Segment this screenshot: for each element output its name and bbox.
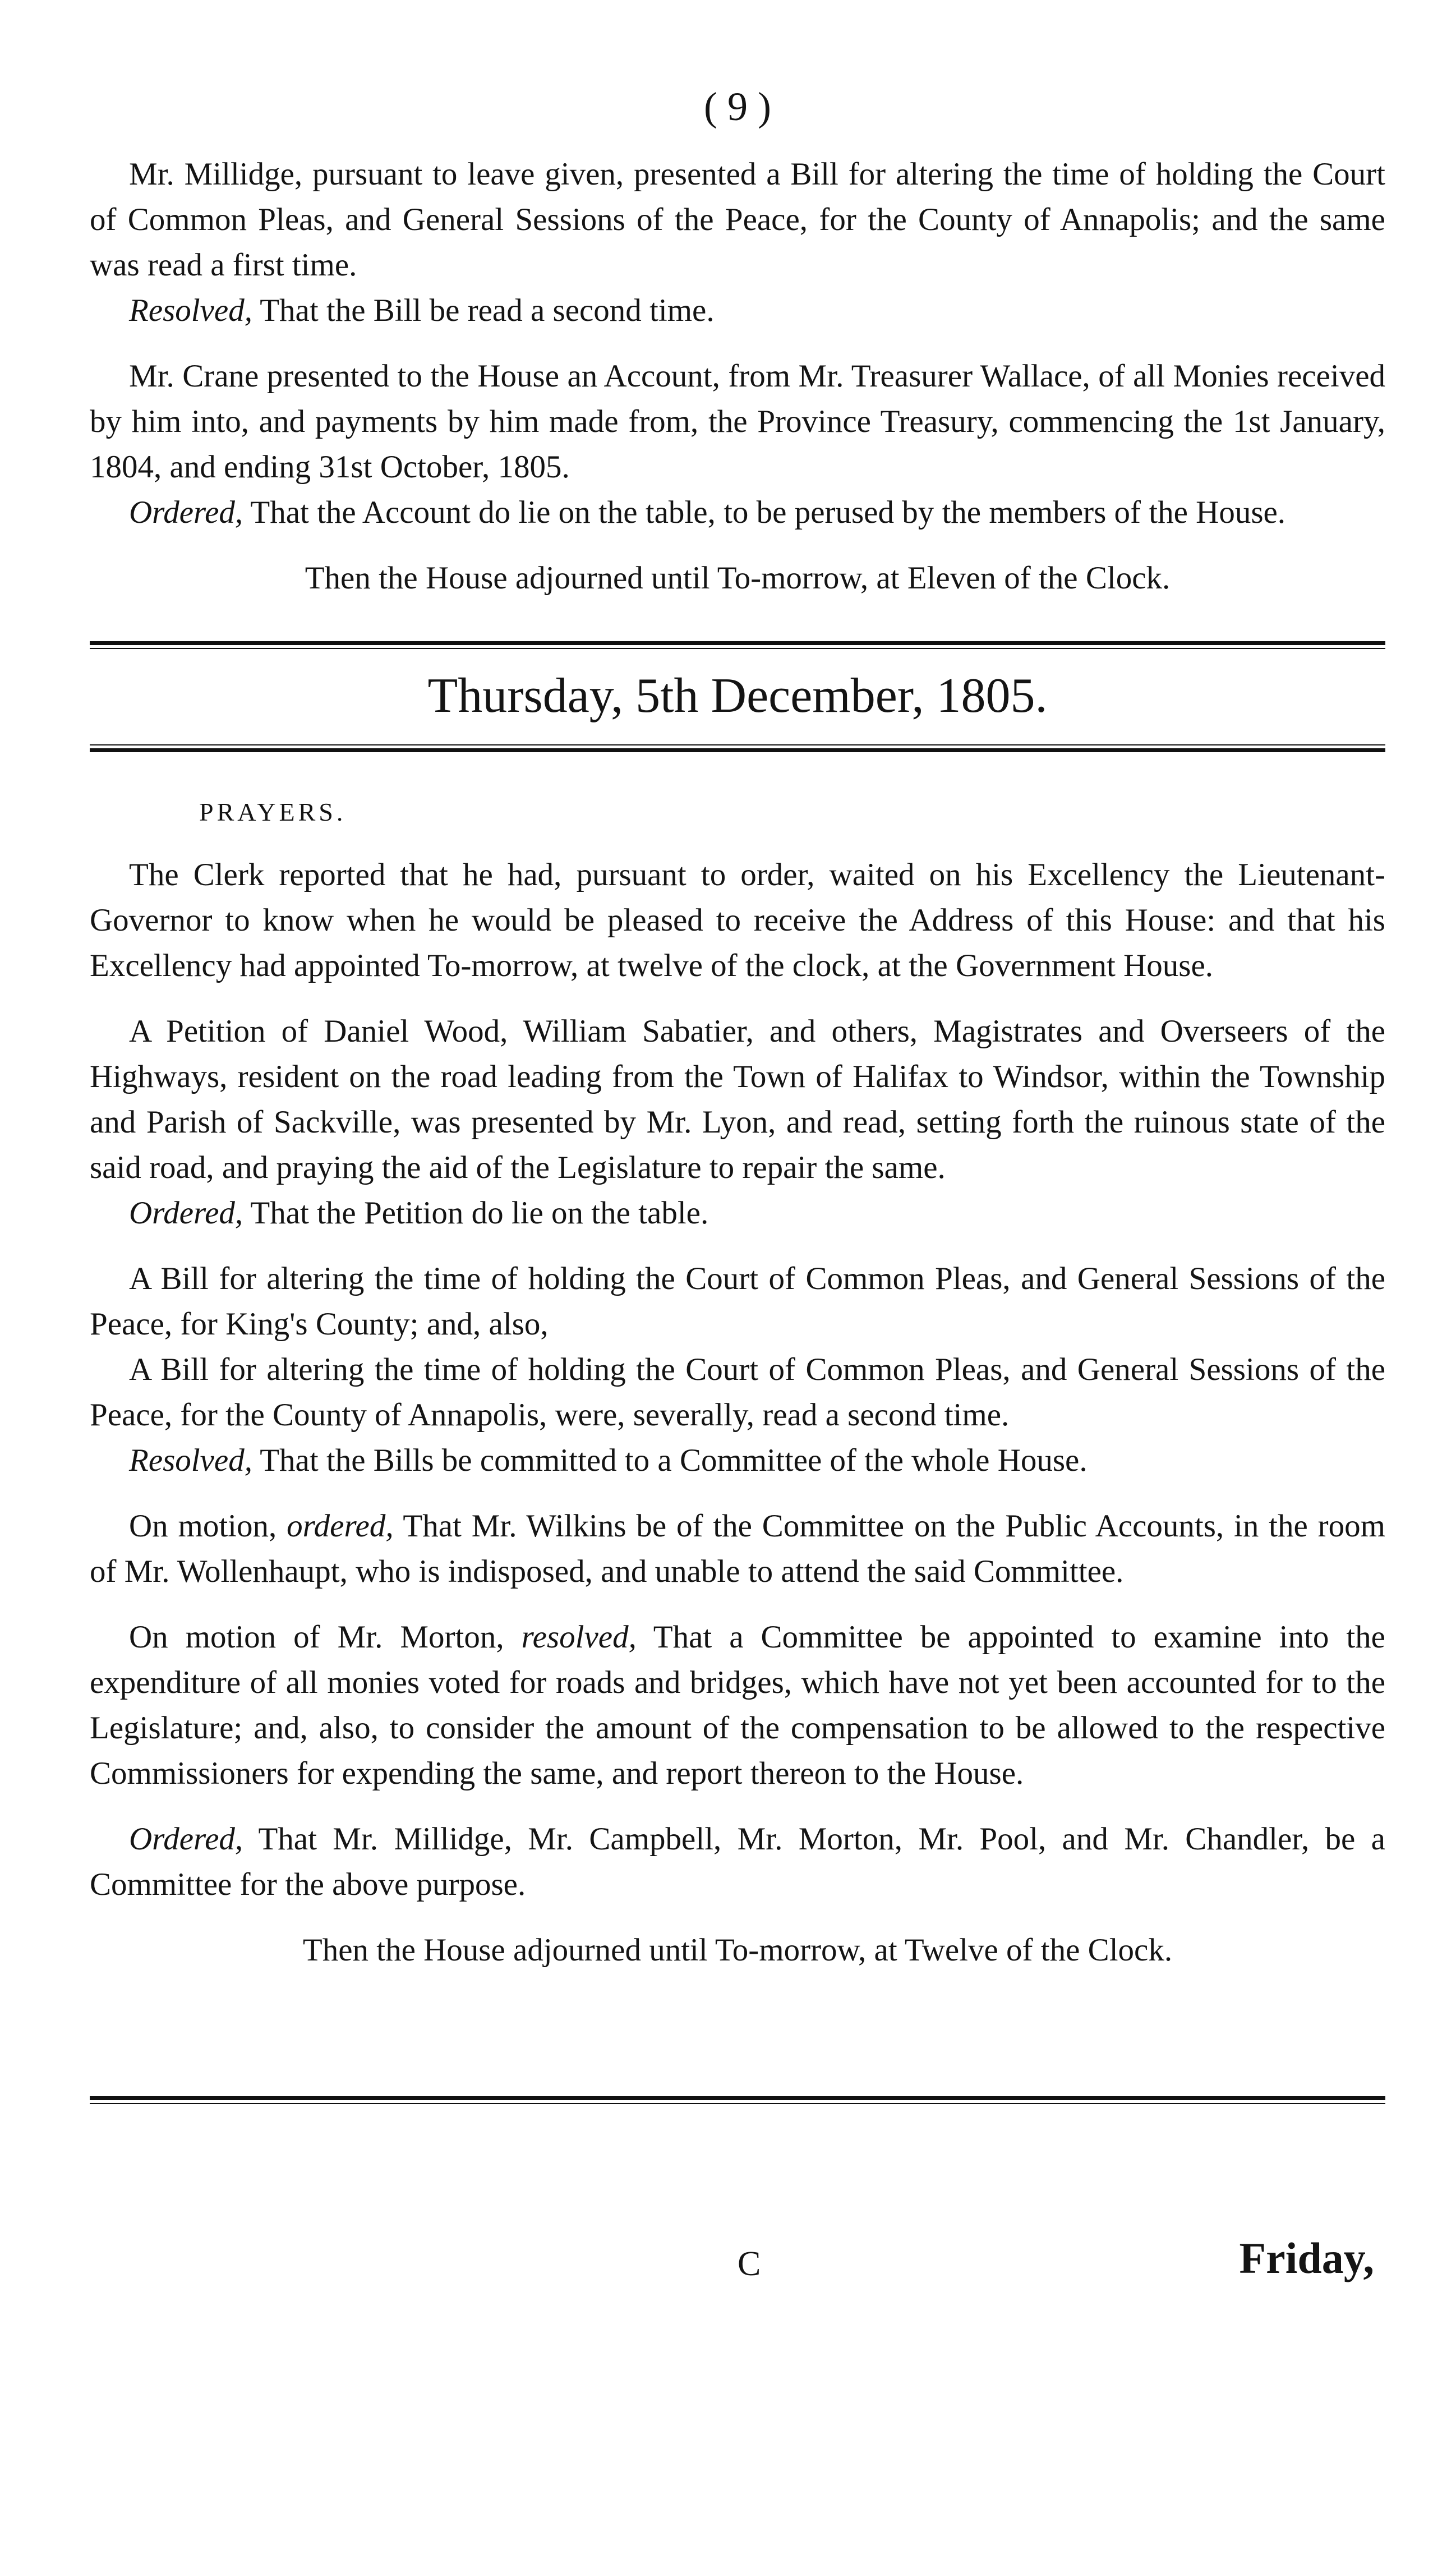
paragraph-morton-motion [90, 1614, 1385, 1796]
page-footer [90, 2233, 1385, 2306]
paragraph-crane-account: Mr. Crane presented to the House an Account, from Mr. Treasurer Wallace, of all Monies received by him into, and payments by him made from, the Province Treasury, commencing the 1st January, 1804, and ending 31st October, 1805. [90, 358, 1385, 485]
paragraph-adjourn-eleven: Then the House adjourned until To-morrow, at Eleven of the Clock. [305, 560, 1171, 596]
divider-rule-thin [90, 648, 1385, 649]
paragraph-bills-resolved [90, 1438, 1385, 1483]
end-rule-thin [90, 2103, 1385, 2104]
motion-prefix: On motion of Mr. Morton, [129, 1619, 504, 1655]
ordered-text: That the Petition do lie on the table. [250, 1195, 709, 1231]
paragraph-account-order [90, 490, 1385, 535]
end-rule-thick [90, 2096, 1385, 2100]
ordered-label: Ordered, [129, 495, 243, 530]
signature-mark: C [738, 2245, 761, 2283]
day-heading: Thursday, 5th December, 1805. [427, 669, 1048, 723]
resolved-inline-label: resolved, [521, 1619, 637, 1655]
ordered-text: That the Account do lie on the table, to be perused by the members of the House. [250, 495, 1286, 530]
ordered-label: Ordered, [129, 1821, 243, 1857]
paragraph-petition-order [90, 1190, 1385, 1236]
resolved-text: That the Bills be committed to a Committee of the whole House. [260, 1443, 1088, 1478]
paragraph-bill-second-reading [90, 288, 1385, 333]
ordered-label: Ordered, [129, 1195, 243, 1231]
ordered-text: That Mr. Millidge, Mr. Campbell, Mr. Morton, Mr. Pool, and Mr. Chandler, be a Committee for the above purpose. [90, 1821, 1385, 1902]
paragraph-bill-annapolis: A Bill for altering the time of holding the Court of Common Pleas, and General Sessions of the Peace, for the County of Annapolis, were, severally, read a second time. [90, 1352, 1385, 1433]
motion-prefix: On motion, [129, 1508, 277, 1544]
ordered-inline-label: ordered, [287, 1508, 394, 1544]
paragraph-millidge-bill: Mr. Millidge, pursuant to leave given, presented a Bill for altering the time of holding the Court of Common Pleas, and General Sessions of the Peace, for the County of Annapolis; and the same was read a first time. [90, 157, 1385, 283]
catchword: Friday, [1239, 2234, 1374, 2282]
paragraph-clerk-report: The Clerk reported that he had, pursuant to order, waited on his Excellency the Lieutenant-Governor to know when he would be pleased to receive the Address of this House: and that his Excellency had appointed To-morrow, at twelve of the clock, at the Government House. [90, 857, 1385, 983]
divider-rule-thick-lower [90, 748, 1385, 752]
divider-rule-thin-lower [90, 744, 1385, 745]
prayers-heading: PRAYERS. [199, 798, 347, 826]
document-page [90, 84, 1385, 2496]
resolved-label: Resolved, [129, 293, 252, 328]
resolved-text: That the Bill be read a second time. [260, 293, 715, 328]
divider-rule-thick [90, 641, 1385, 645]
paragraph-petition: A Petition of Daniel Wood, William Sabatier, and others, Magistrates and Overseers of the Highways, resident on the road leading from the Town of Halifax to Windsor, within the Township and Parish of Sackville, was presented by Mr. Lyon, and read, setting forth the ruinous state of the said road, and praying the aid of the Legislature to repair the same. [90, 1014, 1385, 1185]
motion-text: That Mr. Wilkins be of the Committee on the Public Accounts, in the room of Mr. Wollenhaupt, who is indisposed, and unable to attend the said Committee. [90, 1508, 1385, 1589]
page-number: ( 9 ) [704, 84, 771, 129]
paragraph-adjourn-twelve: Then the House adjourned until To-morrow, at Twelve of the Clock. [302, 1932, 1173, 1968]
motion-text: That a Committee be appointed to examine into the expenditure of all monies voted for roads and bridges, which have not yet been accounted for to the Legislature; and, also, to consider the amount of the compensation to be allowed to the respective Commissioners for expending the same, and report thereon to the House. [90, 1619, 1385, 1791]
paragraph-committee-order [90, 1816, 1385, 1907]
paragraph-wilkins-motion [90, 1503, 1385, 1594]
paragraph-bill-kings-county: A Bill for altering the time of holding the Court of Common Pleas, and General Sessions of the Peace, for King's County; and, also, [90, 1261, 1385, 1342]
resolved-label: Resolved, [129, 1443, 252, 1478]
